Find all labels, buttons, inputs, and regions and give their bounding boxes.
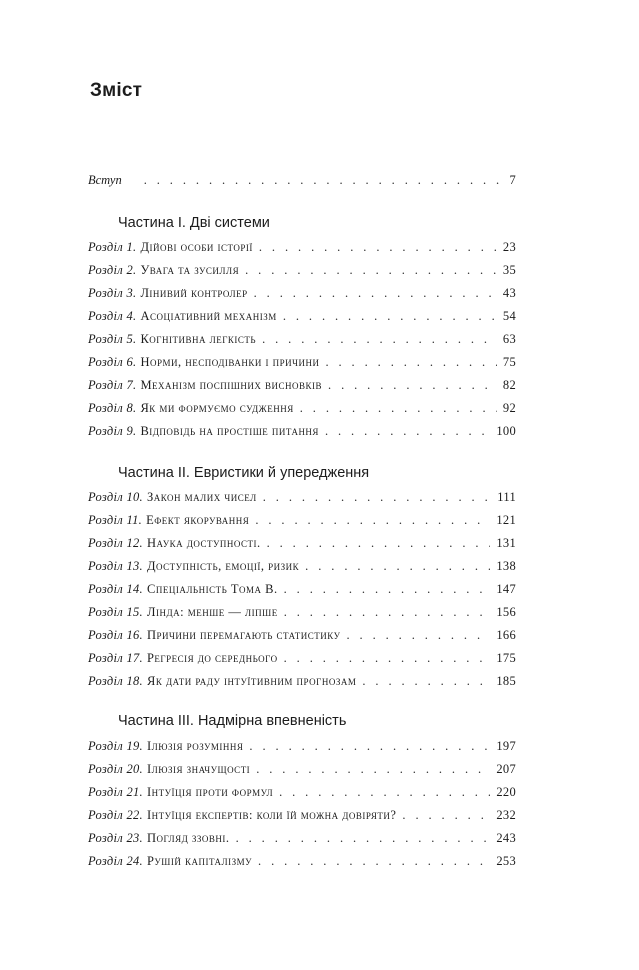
chapter-page-number: 43 xyxy=(502,286,516,300)
part-heading: Частина III. Надмірна впевненість xyxy=(118,713,347,729)
chapter-page-number: 253 xyxy=(496,854,516,868)
toc-chapter-row xyxy=(88,401,516,421)
chapter-page-number: 156 xyxy=(496,605,516,619)
chapter-label: Розділ 15. xyxy=(88,605,143,619)
chapter-page-number: 185 xyxy=(496,674,516,688)
toc-chapter-row xyxy=(88,605,516,625)
chapter-label: Розділ 6. xyxy=(88,355,137,369)
toc-chapter-row xyxy=(88,309,516,329)
chapter-page-number: 166 xyxy=(496,628,516,642)
toc-chapter-row xyxy=(88,559,516,579)
toc-chapter-row xyxy=(88,424,516,444)
chapter-label: Розділ 14. xyxy=(88,582,143,596)
chapter-page-number: 35 xyxy=(502,263,516,277)
chapter-label: Розділ 8. xyxy=(88,401,137,415)
chapter-label: Розділ 2. xyxy=(88,263,137,277)
chapter-page-number: 147 xyxy=(496,582,516,596)
toc-chapter-row xyxy=(88,582,516,602)
chapter-title: Причини перемагають статистику xyxy=(146,628,341,642)
chapter-label: Розділ 4. xyxy=(88,309,137,323)
leader-dots xyxy=(259,240,497,255)
leader-dots xyxy=(284,582,491,597)
chapter-label: Розділ 7. xyxy=(88,378,137,392)
leader-dots xyxy=(325,424,490,439)
leader-dots xyxy=(258,854,490,869)
chapter-label: Розділ 24. xyxy=(88,854,143,868)
toc-chapter-row xyxy=(88,785,516,805)
chapter-label: Розділ 9. xyxy=(88,424,137,438)
chapter-page-number: 220 xyxy=(496,785,516,799)
chapter-label: Розділ 21. xyxy=(88,785,143,799)
toc-chapter-row xyxy=(88,332,516,352)
chapter-page-number: 63 xyxy=(502,332,516,346)
leader-dots xyxy=(245,263,497,278)
toc-chapter-row xyxy=(88,628,516,648)
chapter-label: Розділ 10. xyxy=(88,490,143,504)
intro-page-number: 7 xyxy=(509,173,516,187)
chapter-title: Доступність, емоції, ризик xyxy=(146,559,300,573)
leader-dots xyxy=(262,332,497,347)
leader-dots xyxy=(283,309,497,324)
leader-dots xyxy=(267,536,491,551)
toc-chapter-row xyxy=(88,355,516,375)
chapter-title: Ефект якорування xyxy=(146,513,250,527)
toc-chapter-row xyxy=(88,286,516,306)
chapter-label: Розділ 1. xyxy=(88,240,137,254)
chapter-title: Інтуїція експертів: коли їй можна довіряти? xyxy=(146,808,397,822)
chapter-label: Розділ 3. xyxy=(88,286,137,300)
leader-dots xyxy=(284,605,491,620)
chapter-title: Увага та зусилля xyxy=(140,263,240,277)
leader-dots xyxy=(284,651,491,666)
leader-dots xyxy=(236,831,491,846)
chapter-label: Розділ 13. xyxy=(88,559,143,573)
chapter-label: Розділ 20. xyxy=(88,762,143,776)
chapter-title: Регресія до середнього xyxy=(146,651,278,665)
chapter-title: Асоціативний механізм xyxy=(140,309,277,323)
chapter-title: Відповідь на простіше питання xyxy=(140,424,319,438)
chapter-title: Когнітивна легкість xyxy=(140,332,257,346)
chapter-label: Розділ 5. xyxy=(88,332,137,346)
chapter-title: Інтуїція проти формул xyxy=(146,785,274,799)
chapter-title: Рушій капіталізму xyxy=(146,854,253,868)
leader-dots xyxy=(279,785,490,800)
chapter-page-number: 54 xyxy=(502,309,516,323)
leader-dots xyxy=(362,674,490,689)
toc-chapter-row xyxy=(88,513,516,533)
chapter-label: Розділ 23. xyxy=(88,831,143,845)
leader-dots xyxy=(402,808,490,823)
page-title: Зміст xyxy=(90,80,143,101)
chapter-title: Норми, несподіванки і причини xyxy=(140,355,320,369)
chapter-title: Закон малих чисел xyxy=(146,490,257,504)
chapter-label: Розділ 12. xyxy=(88,536,143,550)
leader-dots xyxy=(249,739,490,754)
chapter-page-number: 121 xyxy=(496,513,516,527)
chapter-page-number: 75 xyxy=(502,355,516,369)
chapter-title: Ілюзія розуміння xyxy=(146,739,244,753)
toc-chapter-row xyxy=(88,674,516,694)
leader-dots xyxy=(325,355,496,370)
toc-chapter-row xyxy=(88,378,516,398)
chapter-title: Лінивий контролер xyxy=(140,286,248,300)
chapter-page-number: 138 xyxy=(496,559,516,573)
toc-chapter-row xyxy=(88,739,516,759)
leader-dots xyxy=(256,762,490,777)
chapter-label: Розділ 17. xyxy=(88,651,143,665)
toc-chapter-row xyxy=(88,263,516,283)
chapter-title: Ілюзія значущості xyxy=(146,762,251,776)
chapter-page-number: 23 xyxy=(502,240,516,254)
leader-dots xyxy=(300,401,497,416)
part-heading: Частина II. Евристики й упередження xyxy=(118,465,370,481)
chapter-title: Лінда: менше — ліпше xyxy=(146,605,278,619)
chapter-page-number: 111 xyxy=(497,490,516,504)
chapter-title: Дійові особи історії xyxy=(140,240,253,254)
chapter-page-number: 197 xyxy=(496,739,516,753)
toc-chapter-row xyxy=(88,831,516,851)
chapter-label: Розділ 19. xyxy=(88,739,143,753)
chapter-title: Наука доступності. xyxy=(146,536,261,550)
toc-chapter-row xyxy=(88,808,516,828)
chapter-page-number: 243 xyxy=(496,831,516,845)
chapter-label: Розділ 11. xyxy=(88,513,143,527)
toc-chapter-row xyxy=(88,762,516,782)
chapter-page-number: 82 xyxy=(502,378,516,392)
chapter-label: Розділ 22. xyxy=(88,808,143,822)
toc-chapter-row xyxy=(88,490,516,510)
toc-intro-row xyxy=(88,173,516,193)
chapter-label: Розділ 18. xyxy=(88,674,143,688)
chapter-label: Розділ 16. xyxy=(88,628,143,642)
leader-dots xyxy=(305,559,490,574)
leader-dots xyxy=(255,513,490,528)
leader-dots xyxy=(254,286,497,301)
part-heading: Частина I. Дві системи xyxy=(118,215,270,231)
chapter-title: Механізм поспішних висновків xyxy=(140,378,323,392)
toc-chapter-row xyxy=(88,536,516,556)
toc-chapter-row xyxy=(88,240,516,260)
chapter-page-number: 175 xyxy=(496,651,516,665)
chapter-page-number: 131 xyxy=(496,536,516,550)
intro-label: Вступ xyxy=(88,173,122,187)
leader-dots xyxy=(328,378,497,393)
chapter-title: Погляд ззовні. xyxy=(146,831,230,845)
chapter-title: Спеціальність Тома В. xyxy=(146,582,278,596)
chapter-title: Як дати раду інтуїтивним прогнозам xyxy=(146,674,357,688)
toc-chapter-row xyxy=(88,854,516,874)
chapter-page-number: 100 xyxy=(496,424,516,438)
leader-dots xyxy=(144,173,504,188)
chapter-page-number: 92 xyxy=(502,401,516,415)
chapter-title: Як ми формуємо судження xyxy=(140,401,294,415)
chapter-page-number: 207 xyxy=(496,762,516,776)
leader-dots xyxy=(346,628,490,643)
leader-dots xyxy=(263,490,492,505)
toc-chapter-row xyxy=(88,651,516,671)
chapter-page-number: 232 xyxy=(496,808,516,822)
